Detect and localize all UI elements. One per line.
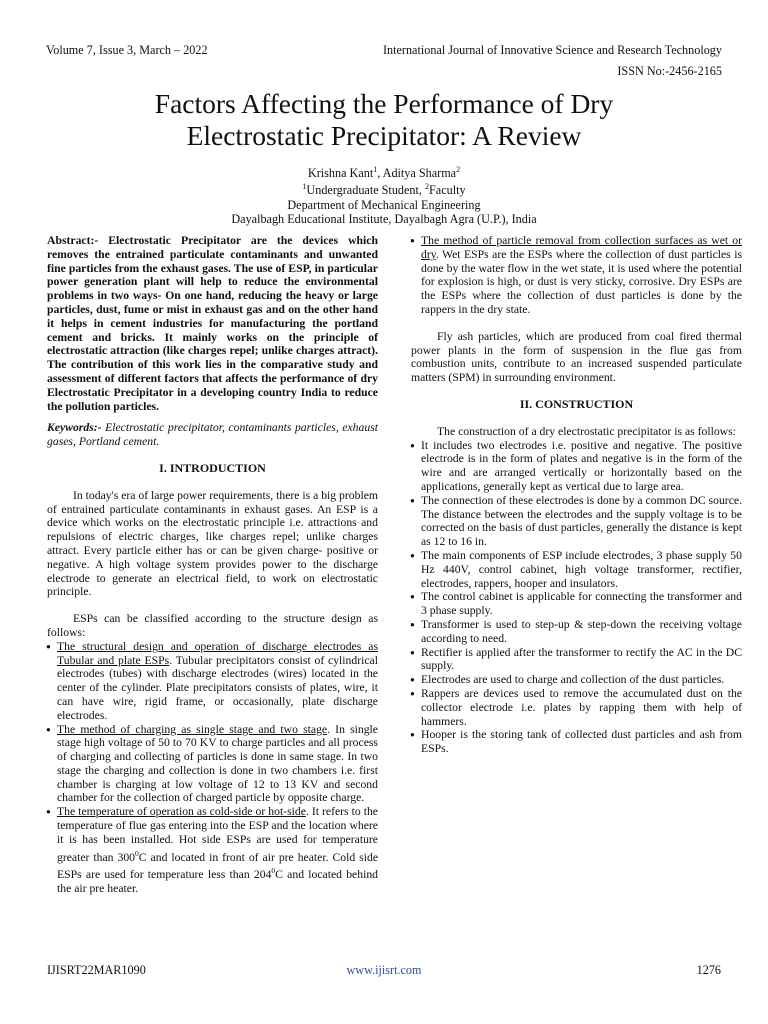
role-2-sup: 2 — [425, 182, 429, 192]
keywords — [47, 421, 378, 449]
construction-list — [411, 439, 742, 756]
construction-heading: II. CONSTRUCTION — [519, 396, 634, 411]
keywords-text: Electrostatic precipitator, contaminants particles, exhaust gases, Portland cement. — [47, 421, 378, 449]
paper-title — [40, 88, 728, 152]
keywords-label: Keywords:- — [47, 421, 102, 435]
role-2: Faculty — [429, 183, 466, 198]
flyash-paragraph: Fly ash particles, which are produced from coal fired thermal power plants in the form of suspension in the flue gas from combustion units, contribute to an increased suspended particulate matters (SPM) in surrounding environment. — [411, 329, 742, 385]
degree-sup: 0 — [135, 848, 139, 858]
left-column — [47, 234, 378, 896]
list-item — [47, 723, 378, 806]
list-item: ● The connection of these electrodes is done by a common DC source. The distance between the electrodes and the supply voltage is to be corrected on the basis of dust particles, generally the distance is kept as 12 to 16 in. — [411, 494, 742, 549]
list-item: ● The main components of ESP include electrodes, 3 phase supply 50 Hz 440V, control cabinet, high voltage transformer, rectifier, electrodes, rappers, hooper and insulators. — [411, 549, 742, 590]
abstract: Abstract:- Electrostatic Precipitator are the devices which removes the entrained particulate contaminants and unwanted fine particles from the exhaust gases. The use of ESP, in particular power generation plant will help to reduce the environmental problems in two ways- On one hand, reducing the heavy or large particles, dust, fume or mist in exhaust gas and on the other hand it helps in cement industries for manufacturing the portland cement and bricks. It mainly works on the principle of electrostatic attraction (like charges repel; unlike charges attract). The contribution of this work lies in the comparative study and assessment of different factors that affects the performance of dry Electrostatic Precipitator in a developing country India to reduce the pollution particles. — [47, 234, 378, 413]
role-1-sup: 1 — [302, 182, 307, 192]
intro-paragraph-1: In today's era of large power requirements, there is a big problem of entrained particulate contaminants in exhaust gases. An ESP is a device which works on the electrostatic principle i.e. attractions and repulsions of electric charges, like charges repel; unlike charges attract. Every particle either has or can be given charge- positive or negative. A high voltage system provides power to the discharge electrode to generate an electrical field, to work on electrostatic principle. — [47, 488, 379, 599]
page-number: 1276 — [696, 963, 721, 977]
paper-code: IJISRT22MAR1090 — [47, 963, 146, 977]
author-roles — [40, 180, 728, 197]
intro-heading: I. INTRODUCTION — [159, 460, 266, 475]
esp-classification-list-cont — [411, 234, 742, 317]
author-2-sup: 2 — [456, 165, 461, 174]
list-item-text: C and located in front of air pre heater. Cold side ESPs are used for temperature less than 204 — [57, 850, 379, 882]
volume-info: Volume 7, Issue 3, March – 2022 — [46, 43, 208, 57]
department: Department of Mechanical Engineering — [287, 197, 481, 212]
journal-name: International Journal of Innovative Science and Research Technology — [382, 43, 722, 57]
list-item: ● Rappers are devices used to remove the accumulated dust on the collector electrode i.e. plates by rapping them with help of hammers. — [411, 687, 742, 728]
list-item-underlined: The temperature of operation as cold-side or hot-side — [57, 805, 306, 819]
journal-url-link[interactable]: www.ijisrt.com — [346, 963, 422, 977]
author-1-sup: 1 — [373, 165, 378, 174]
author-names — [40, 163, 728, 180]
author-block — [40, 163, 728, 226]
list-item-text: . In single stage high voltage of 50 to 70 KV to charge particles and all process of charging and collecting of particles is done in same stage. In two stage the charging and collection is done in two chambers i.e. first chamber is charging at low voltage of 12 to 13 KV and second chamber for the collection of charged particle by opposite charge. — [57, 722, 378, 805]
right-column — [411, 234, 742, 756]
title-line-2: Electrostatic Precipitator: A Review — [186, 120, 582, 151]
list-item-text: . Wet ESPs are the ESPs where the collection of dust particles is done by the water flow in the wet state, it is used where the potential for explosion is high, or dust is very sticky, corrosive. Dry ESPs are the ESPs where the collection of dust particles is done by the rappers in the dry state. — [421, 247, 742, 316]
list-item-text: . Tubular precipitators consist of cylindrical electrodes (tubes) with discharge electrodes (wires) located in the center of the cylinder. Plate precipitators consists of plates, wire, it can have wire, rigid frame, or occasionally, plate discharge electrodes. — [57, 653, 378, 722]
title-line-1: Factors Affecting the Performance of Dry — [154, 88, 614, 119]
list-item-text: C and located behind the air pre heater. — [57, 868, 379, 896]
issn: ISSN No:-2456-2165 — [617, 64, 722, 78]
esp-classification-list — [47, 640, 378, 896]
list-item: ● Electrodes are used to charge and collection of the dust particles. — [411, 673, 742, 687]
intro-paragraph-2: ESPs can be classified according to the structure design as follows: — [47, 612, 378, 639]
institute: Dayalbagh Educational Institute, Dayalbagh Agra (U.P.), India — [231, 211, 537, 226]
role-1: Undergraduate Student, — [306, 183, 425, 198]
list-item-text: . It refers to the temperature of flue gas entering into the ESP and the location where it is has been installed. Hot side ESPs are used for temperature greater than 300 — [57, 805, 378, 864]
author-1: Krishna Kant — [307, 166, 374, 181]
list-item: ● The control cabinet is applicable for connecting the transformer and 3 phase supply. — [411, 590, 742, 618]
list-item — [47, 805, 378, 896]
construction-intro: The construction of a dry electrostatic precipitator is as follows: — [437, 424, 736, 438]
list-item — [47, 640, 378, 723]
degree-sup: 0 — [271, 866, 276, 876]
list-item-underlined: The method of particle removal from collection surfaces as wet or dry — [421, 234, 742, 261]
list-item: ● Rectifier is applied after the transformer to rectify the AC in the DC supply. — [411, 646, 742, 674]
list-item: ● Transformer is used to step-up & step-down the receiving voltage according to need. — [411, 618, 742, 646]
list-item — [411, 234, 742, 317]
author-sep: , — [377, 166, 383, 181]
list-item-underlined: The method of charging as single stage and two stage — [57, 722, 328, 736]
author-2: Aditya Sharma — [382, 166, 457, 181]
list-item: ● Hooper is the storing tank of collected dust particles and ash from ESPs. — [411, 728, 742, 756]
list-item-underlined: The structural design and operation of discharge electrodes as Tubular and plate ESPs — [57, 639, 378, 667]
list-item: ● It includes two electrodes i.e. positive and negative. The positive electrode is in the form of plates and negative is in the form of the wire and are arranged vertically or horizontally based on the applications, generally kept as vertical due to large area. — [411, 439, 742, 494]
